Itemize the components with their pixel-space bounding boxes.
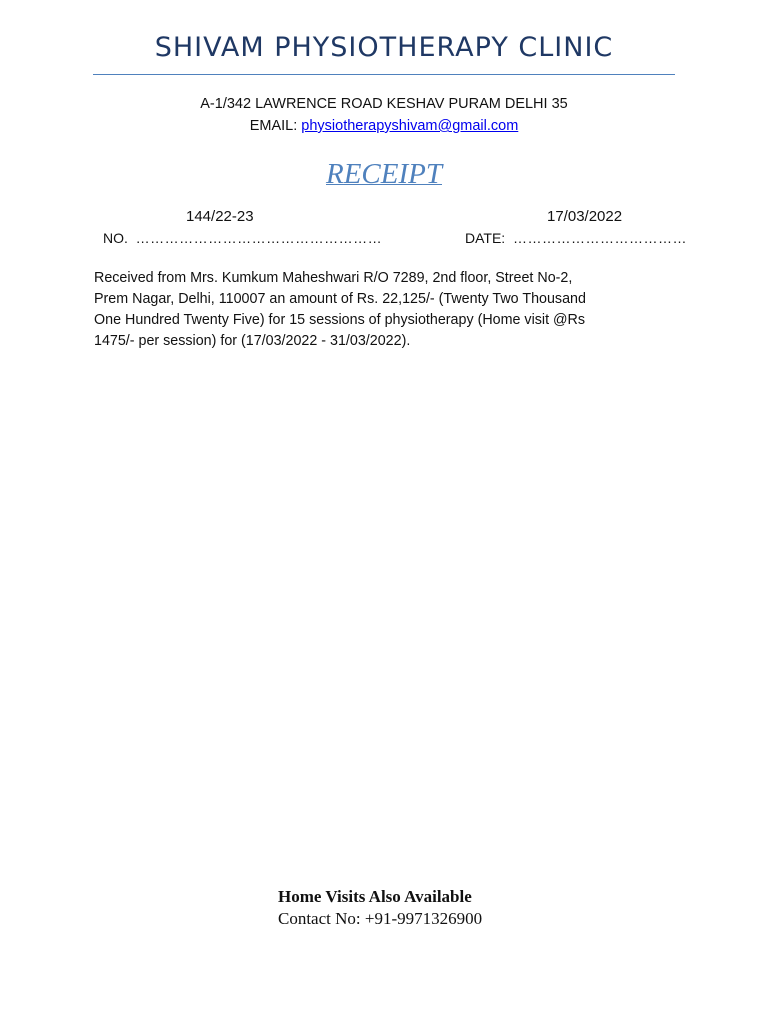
date-dots: ………………………………	[512, 230, 687, 246]
date-label: DATE:	[465, 230, 506, 246]
clinic-name: SHIVAM PHYSIOTHERAPY CLINIC	[154, 32, 614, 63]
email-line	[0, 118, 768, 134]
home-visits-note: Home Visits Also Available	[278, 887, 472, 906]
contact-number: Contact No: +91-9971326900	[278, 909, 483, 928]
receipt-body	[94, 268, 674, 352]
number-label: NO.	[103, 230, 128, 246]
header-divider	[93, 74, 675, 75]
number-dots: ……………………………………………	[135, 230, 383, 246]
number-field	[103, 230, 382, 246]
body-line: 1475/- per session) for (17/03/2022 - 31/03/2022).	[94, 333, 411, 349]
clinic-address: A-1/342 LAWRENCE ROAD KESHAV PURAM DELHI 35	[200, 96, 568, 112]
footer	[278, 886, 482, 930]
receipt-date: 17/03/2022	[547, 208, 623, 225]
date-field	[465, 230, 687, 246]
email-label: EMAIL:	[249, 118, 298, 134]
body-line: Prem Nagar, Delhi, 110007 an amount of Rs. 22,125/- (Twenty Two Thousand	[94, 291, 586, 307]
receipt-title: RECEIPT	[326, 158, 442, 190]
body-line: One Hundred Twenty Five) for 15 sessions of physiotherapy (Home visit @Rs	[94, 312, 586, 328]
body-line: Received from Mrs. Kumkum Maheshwari R/O 7289, 2nd floor, Street No-2,	[94, 270, 573, 286]
receipt-number: 144/22-23	[186, 208, 254, 225]
email-link[interactable]: physiotherapyshivam@gmail.com	[301, 118, 519, 134]
